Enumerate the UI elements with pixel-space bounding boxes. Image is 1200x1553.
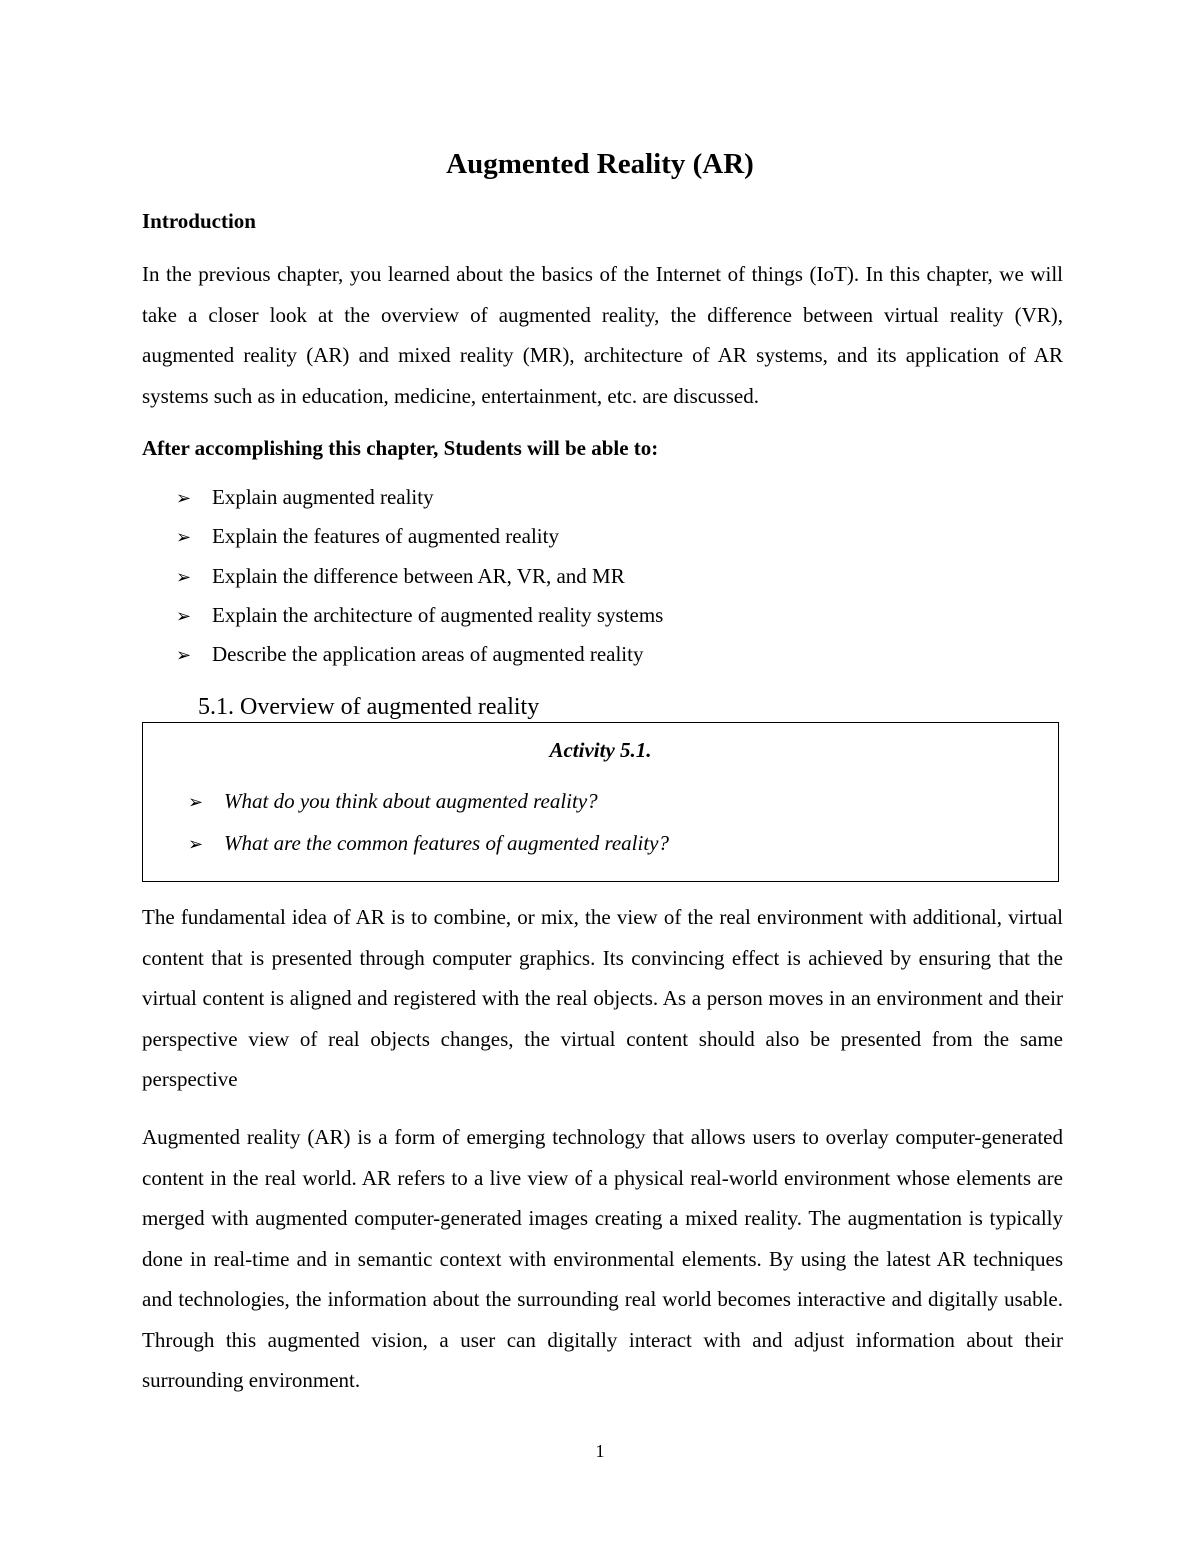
ar-fundamental-paragraph: The fundamental idea of AR is to combine, or mix, the view of the real environment with additional, virtual content that is presented through computer graphics. Its convincing effect is achieved by ensuring that the virtual content is aligned and registered with the real objects. As a person moves in an environment and their perspective view of real objects changes, the virtual content should also be presented from the same perspective [142,905,1063,1091]
ar-definition-paragraph: Augmented reality (AR) is a form of emerging technology that allows users to overlay computer-generated content in the real world. AR refers to a live view of a physical real-world environment whose elements are merged with augmented computer-generated images creating a mixed reality. The augmentation is typically done in real-time and in semantic context with environmental elements. By using the latest AR techniques and technologies, the information about the surrounding real world becomes interactive and digitally usable. Through this augmented vision, a user can digitally interact with and adjust information about their surrounding environment. [142,1125,1063,1392]
activity-question: What are the common features of augmented reality? [224,831,669,855]
objectives-list [176,479,663,675]
arrow-bullet-icon: ➢ [188,834,204,854]
section-heading: 5.1. Overview of augmented reality [198,694,540,720]
arrow-bullet-icon: ➢ [176,605,192,626]
objective-text: Explain the architecture of augmented reality systems [212,602,664,627]
objectives-heading: After accomplishing this chapter, Students will be able to: [142,436,659,460]
objective-text: Explain the features of augmented reality [212,524,559,549]
list-item [176,479,663,518]
objective-text: Describe the application areas of augmented reality [212,642,644,667]
arrow-bullet-icon: ➢ [176,488,192,508]
arrow-bullet-icon: ➢ [176,527,192,548]
activity-box [142,722,1059,882]
introduction-paragraph: In the previous chapter, you learned about the basics of the Internet of things (IoT). In this chapter, we will take a closer look at the overview of augmented reality, the difference between virtual reality (VR), augmented reality (AR) and mixed reality (MR), architecture of AR systems, and its application of AR systems such as in education, medicine, entertainment, etc. are discussed. [142,262,1063,408]
activity-questions [188,783,669,867]
activity-title: Activity 5.1. [549,738,652,762]
introduction-heading: Introduction [142,209,256,233]
list-item [176,636,663,675]
arrow-bullet-icon: ➢ [176,645,192,666]
list-item [176,518,663,557]
page-number: 1 [595,1441,605,1461]
list-item [176,597,663,636]
list-item [176,558,663,597]
activity-question: What do you think about augmented reality? [224,789,598,813]
arrow-bullet-icon: ➢ [176,566,192,587]
list-item [188,825,669,867]
objective-text: Explain augmented reality [212,485,434,509]
document-title: Augmented Reality (AR) [446,148,754,180]
objective-text: Explain the difference between AR, VR, and MR [212,563,625,588]
list-item [188,783,669,825]
arrow-bullet-icon: ➢ [188,792,204,812]
